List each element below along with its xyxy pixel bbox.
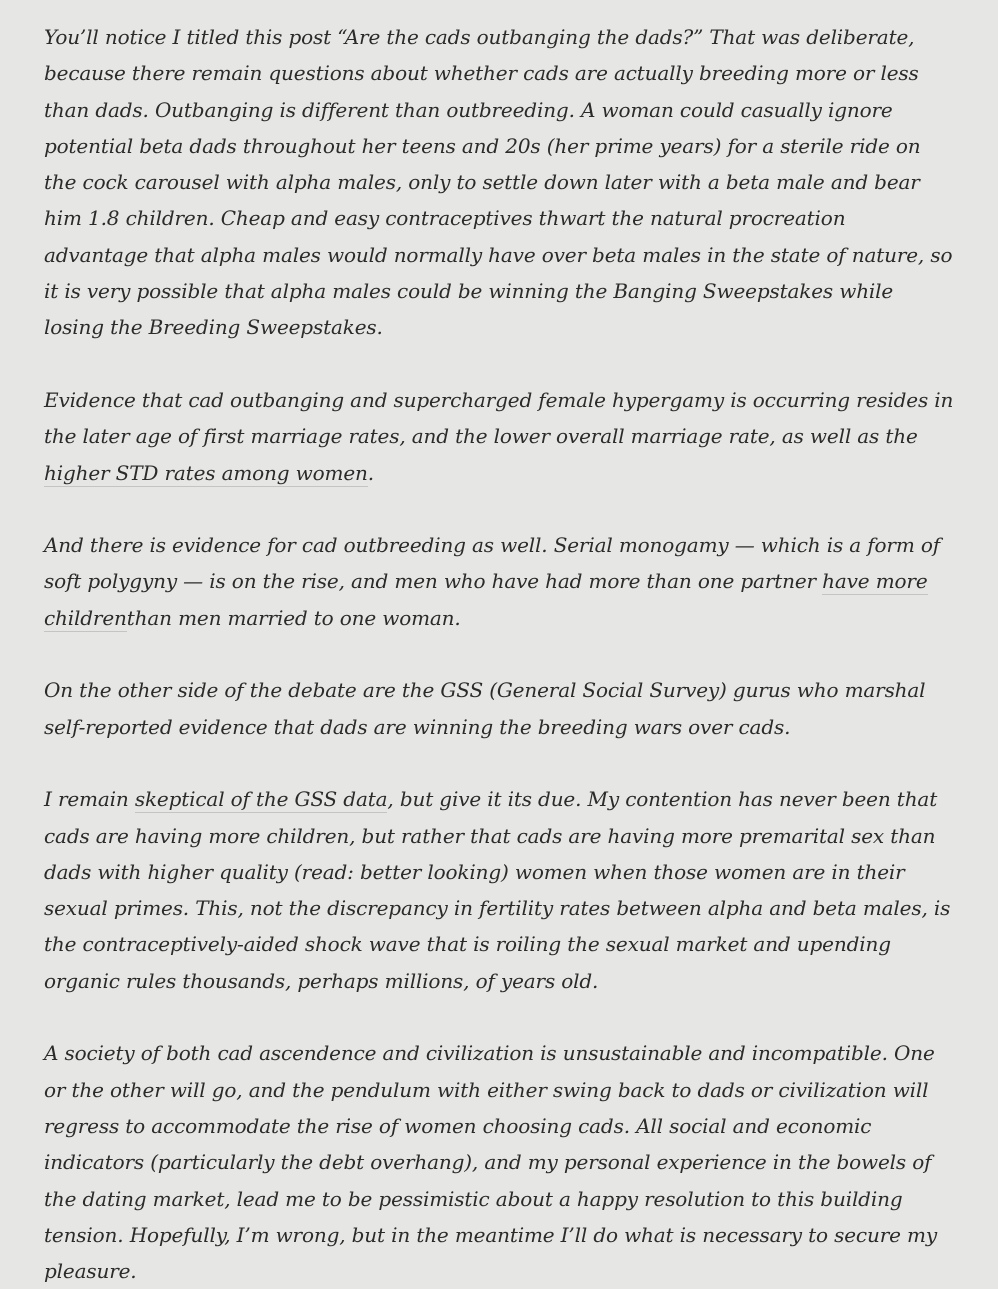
paragraph-2-text-before: Evidence that cad outbanging and supercharged female hypergamy is occurring resides in the later age of first marriage rates, and the lower overall marriage rate, as well as the <box>44 387 954 449</box>
paragraph-1-text: You’ll notice I titled this post “Are the cads outbanging the dads?” That was deliberate, because there remain questions about whether cads are actually breeding more or less than dads. Outbanging is different than outbreeding. A woman could casually ignore potential beta dads throughout her teens and 20s (her prime years) for a sterile ride on the cock carousel with alpha males, only to settle down later with a beta male and bear him 1.8 children. Cheap and easy contraceptives thwart the natural procreation advantage that alpha males would normally have over beta males in the state of nature, so it is very possible that alpha males could be winning the Banging Sweepstakes while losing the Breeding Sweepstakes. <box>44 25 953 340</box>
paragraph-2 <box>44 382 954 491</box>
paragraph-6-text: A society of both cad ascendence and civilization is unsustainable and incompatible. One or the other will go, and the pendulum with either swing back to dads or civilization will regress to accommodate the rise of women choosing cads. All social and economic indicators (particularly the debt overhang), and my personal experience in the bowels of the dating market, lead me to be pessimistic about a happy resolution to this building tension. Hopefully, I’m wrong, but in the meantime I’ll do what is necessary to secure my pleasure. <box>44 1041 937 1284</box>
more-children-link[interactable]: have more children <box>44 569 928 630</box>
paragraph-3-text-after: than men married to one woman. <box>126 605 461 630</box>
paragraph-3 <box>44 527 954 636</box>
std-rates-link[interactable]: higher STD rates among women <box>44 460 368 485</box>
paragraph-1 <box>44 19 954 346</box>
paragraph-3-text-before: And there is evidence for cad outbreeding as well. Serial monogamy — which is a form of soft polygyny — is on the rise, and men who have had more than one partner <box>44 533 941 594</box>
paragraph-5-text-before: I remain <box>44 787 135 812</box>
paragraph-6 <box>44 1035 954 1289</box>
paragraph-2-text-after: . <box>367 460 374 485</box>
paragraph-4 <box>44 672 954 745</box>
paragraph-5-text-after: , but give it its due. My contention has never been that cads are having more children, but rather that cads are having more premarital sex than dads with higher quality (read: better looking) women when those women are in their sexual primes. This, not the discrepancy in fertility rates between alpha and beta males, is the contraceptively-aided shock wave that is roiling the sexual market and upending organic rules thousands, perhaps millions, of years old. <box>44 787 951 993</box>
paragraph-5 <box>44 781 954 999</box>
gss-data-link[interactable]: skeptical of the GSS data <box>134 787 388 812</box>
paragraph-4-text: On the other side of the debate are the GSS (General Social Survey) gurus who marshal self-reported evidence that dads are winning the breeding wars over cads. <box>44 678 926 739</box>
